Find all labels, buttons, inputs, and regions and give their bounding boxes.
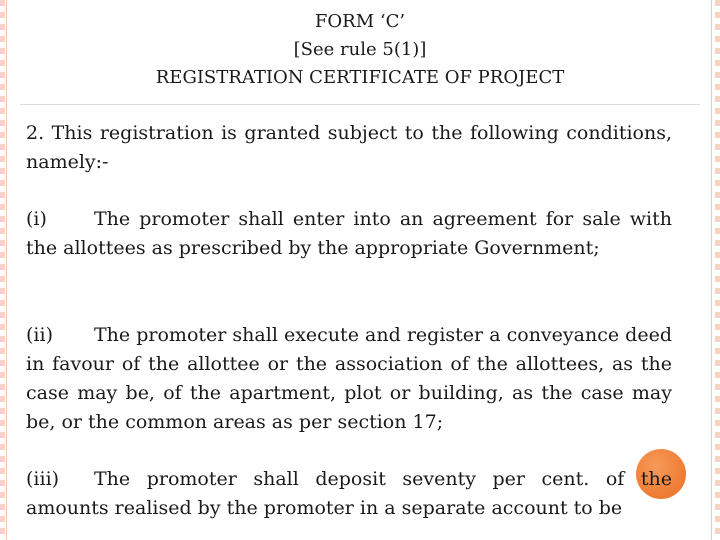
- document-header: [0, 8, 720, 92]
- header-divider: [20, 104, 700, 105]
- condition-paragraph: [26, 205, 672, 263]
- condition-number: (ii): [26, 324, 53, 346]
- condition-number: (i): [26, 208, 47, 230]
- condition-text: The promoter shall deposit seventy per cent. of the amounts realised by the promoter in a separate account to be: [26, 468, 672, 519]
- rule-reference: [See rule 5(1)]: [293, 39, 427, 60]
- certificate-title: REGISTRATION CERTIFICATE OF PROJECT: [155, 67, 565, 88]
- form-title: FORM ‘C’: [314, 11, 406, 32]
- condition-paragraph: [26, 465, 672, 523]
- condition-text: The promoter shall execute and register a conveyance deed in favour of the allottee or the association of the allottees, as the case may be, of the apartment, plot or building, as the case may be, or the common areas as per section 17;: [26, 324, 672, 433]
- intro-paragraph: 2. This registration is granted subject to the following conditions, namely:-: [26, 122, 672, 173]
- condition-number: (iii): [26, 468, 60, 490]
- condition-text: The promoter shall enter into an agreement for sale with the allottees as prescribed by the appropriate Government;: [26, 208, 672, 259]
- condition-paragraph: [26, 321, 672, 437]
